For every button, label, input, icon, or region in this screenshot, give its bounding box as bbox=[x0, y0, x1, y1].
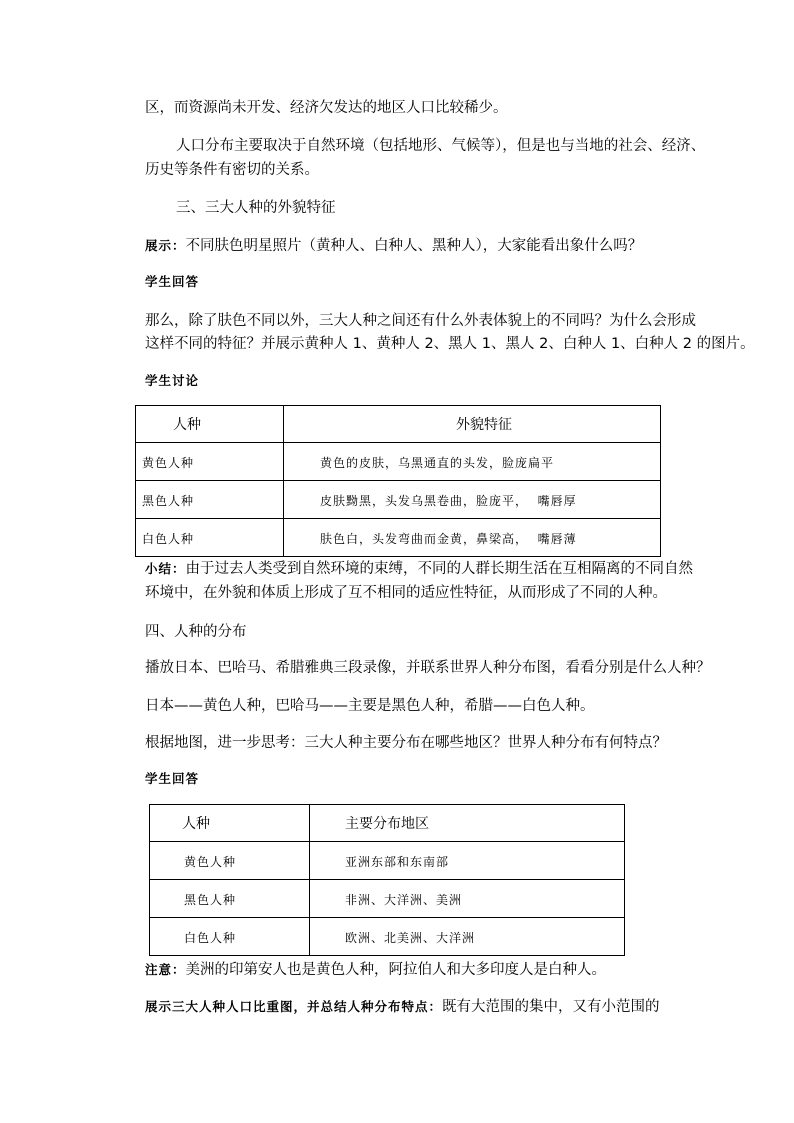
paragraph-line: 历史等条件有密切的关系。 bbox=[145, 162, 319, 178]
table-cell: 黑色人种 bbox=[136, 481, 284, 519]
paragraph-line: 区，而资源尚未开发、经济欠发达的地区人口比较稀少。 bbox=[145, 100, 508, 116]
student-answer-label: 学生回答 bbox=[145, 771, 200, 786]
paragraph-line: 人口分布主要取决于自然环境（包括地形、气候等），但是也与当地的社会、经济、 bbox=[176, 138, 706, 154]
paragraph-line: 这样不同的特征？并展示黄种人 1、黄种人 2、黑人 1、黑人 2、白种人 1、白种人 2 的图片。 bbox=[145, 336, 755, 352]
table-row bbox=[136, 519, 661, 557]
show-text: 既有大范围的集中，又有小范围的 bbox=[442, 999, 660, 1015]
show-label: 展示： bbox=[145, 238, 186, 253]
table-cell: 黄色的皮肤，乌黑通直的头发，脸庞扁平 bbox=[284, 443, 661, 481]
show-paragraph bbox=[145, 997, 660, 1017]
paragraph-line: 那么，除了肤色不同以外，三大人种之间还有什么外表体貌上的不同吗？为什么会形成 bbox=[145, 313, 696, 329]
summary-label: 小结： bbox=[145, 561, 186, 576]
paragraph-line: 根据地图，进一步思考：三大人种主要分布在哪些地区？世界人种分布有何特点？ bbox=[145, 735, 667, 751]
distribution-table bbox=[149, 804, 625, 956]
note-paragraph bbox=[145, 960, 606, 980]
note-text: 美洲的印第安人也是黄色人种，阿拉伯人和大多印度人是白种人。 bbox=[185, 962, 607, 978]
table-header-cell: 主要分布地区 bbox=[310, 805, 625, 842]
table-cell: 欧洲、北美洲、大洋洲 bbox=[310, 918, 625, 956]
show-text: 不同肤色明星照片（黄种人、白种人、黑种人），大家能看出象什么吗？ bbox=[185, 238, 643, 254]
summary-text: 由于过去人类受到自然环境的束缚，不同的人群长期生活在互相隔离的不同自然 bbox=[185, 561, 694, 577]
appearance-table bbox=[135, 405, 661, 557]
table-cell: 皮肤黝黑，头发乌黑卷曲，脸庞平， 嘴唇厚 bbox=[284, 481, 661, 519]
show-label: 展示三大人种人口比重图，并总结人种分布特点： bbox=[145, 999, 443, 1014]
paragraph-line: 播放日本、巴哈马、希腊雅典三段录像，并联系世界人种分布图，看看分别是什么人种？ bbox=[145, 660, 711, 676]
table-row bbox=[136, 481, 661, 519]
table-row bbox=[150, 842, 625, 880]
note-label: 注意： bbox=[145, 962, 186, 977]
table-cell: 白色人种 bbox=[136, 519, 284, 557]
table-header-cell: 人种 bbox=[150, 805, 310, 842]
table-cell: 肤色白，头发弯曲而金黄，鼻梁高， 嘴唇薄 bbox=[284, 519, 661, 557]
student-discussion-label: 学生讨论 bbox=[145, 373, 200, 388]
table-cell: 黄色人种 bbox=[136, 443, 284, 481]
table-row bbox=[150, 880, 625, 918]
table-cell: 白色人种 bbox=[150, 918, 310, 956]
section-heading: 三、三大人种的外貌特征 bbox=[176, 200, 336, 216]
summary-paragraph bbox=[145, 559, 693, 579]
table-header-cell: 外貌特征 bbox=[284, 406, 661, 443]
table-row bbox=[136, 443, 661, 481]
student-answer-label: 学生回答 bbox=[145, 274, 200, 289]
table-cell: 黄色人种 bbox=[150, 842, 310, 880]
table-cell: 黑色人种 bbox=[150, 880, 310, 918]
show-paragraph bbox=[145, 236, 642, 256]
table-row bbox=[150, 918, 625, 956]
section-heading: 四、人种的分布 bbox=[145, 624, 247, 640]
paragraph-line: 日本——黄色人种，巴哈马——主要是黑色人种，希腊——白色人种。 bbox=[145, 698, 595, 714]
table-cell: 亚洲东部和东南部 bbox=[310, 842, 625, 880]
table-header-cell: 人种 bbox=[136, 406, 284, 443]
paragraph-line: 环境中，在外貌和体质上形成了互不相同的适应性特征，从而形成了不同的人种。 bbox=[145, 585, 667, 601]
table-cell: 非洲、大洋洲、美洲 bbox=[310, 880, 625, 918]
